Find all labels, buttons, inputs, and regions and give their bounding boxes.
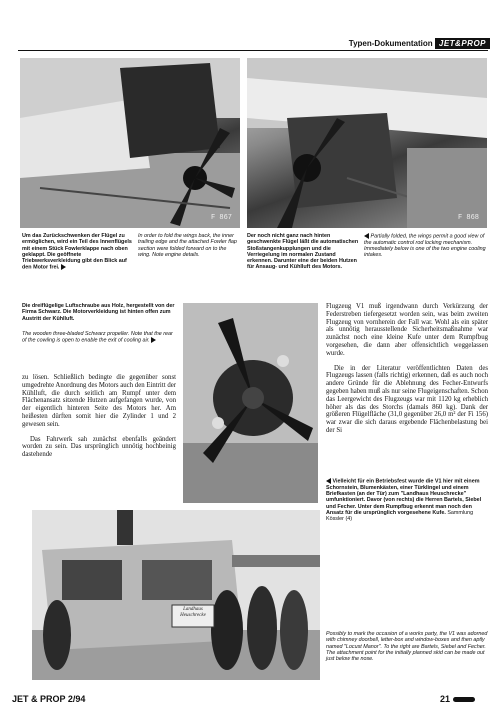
caption-partly-german: Der noch nicht ganz nach hinten geschwenkte Flügel läßt die automatischen Stoßstangenkupplungen und die Verriegelung im normalen Zustand erkennen. Darunter eine der beiden Hutzen für Ansaug- und Kühlluft des Motors.	[247, 233, 359, 271]
caption-prop-english: The wooden three-bladed Schwarz propeller. Note that the rear of the cowling is open to enable the exit of cooling air.	[22, 331, 173, 344]
page-header	[300, 38, 490, 49]
sign-line-1: Landhaus	[183, 607, 203, 612]
caption-fold-german: Um das Zurückschwenken der Flügel zu ermöglichen, wird ein Teil des Innenflügels mit einem Stück Fowlerklappe nach oben geklappt. Die geöffnete Triebwerksverkleidung gibt den Blick auf den Motor frei.	[22, 233, 132, 271]
paragraph: zu lösen. Schließlich bedingte die gegenüber sonst umgedrehte Anordnung des Motors auch den Eintritt der Kühlluft, die durch seitlich am Rumpf unter dem Flächenansatz sitzende Hutzen aufgefangen wurde, von der eigentlich hinteren Seite des Motors her. Am heißesten dürften somit hier die Zylinder 1 und 2 gewesen sein.	[22, 374, 176, 428]
arrow-right-icon	[61, 264, 66, 270]
photo-code-right: F 868	[457, 214, 479, 222]
photo-locust-manor	[32, 510, 320, 680]
photo-code-left: F 867	[210, 214, 232, 222]
caption-fold-english: In order to fold the wings back, the inner trailing edge and the attached Fowler flap section were folded forward on to the wing. Note engine details.	[138, 233, 237, 258]
brand-logo: JET&PROP	[435, 38, 490, 49]
caption-party-english: Possibly to mark the occasion of a works party, the V1 was adorned with chimney doorbell, letter-box and window-boxes and then aptly named "Locust Manor". To the right are Bartels, Siebel and Fecher. The attachment point for the initially planned skid can be made out just below the nose.	[326, 631, 488, 663]
arrow-right-icon	[151, 337, 156, 343]
paragraph: Die in der Literatur veröffentlichten Daten des Flugzeugs lassen (falls richtig) erkennen, daß es auch noch andere Gründe für die Ablehnung des Fecher-Entwurfs gegeben haben muß als nur seine Flugeigenschaften. Schon das Leergewicht des Flugzeugs war mit 1120 kg erheblich höher als das des Storchs (damals 860 kg). Dank der größeren Flügelfläche (31,0 gegenüber 26,0 m² der Fi 156) war zwar die sich daraus ergebende Flächenbelastung bei der Si	[326, 364, 488, 434]
photo-folded-wing-right	[247, 58, 487, 228]
caption-party-german: Vielleicht für ein Betriebsfest wurde die V1 hier mit einem Schornstein, Blumenkästen, einer Türklingel und einem Briefkasten (an der Tür) zum "Landhaus Heuschrecke" umfunktioniert. Davor (von rechts) die Herren Bartels, Siebel und Fecher. Unter dem Rumpfbug erkennt man noch den Ansatz für die ursprünglich vorgesehene Kufe. Sammlung Kössler (4)	[326, 478, 482, 523]
sign-line-2: Heuschrecke	[180, 613, 206, 618]
photo-folded-wing-left	[20, 58, 240, 228]
aircraft-icon	[453, 697, 475, 702]
article-column-right	[326, 303, 488, 442]
house-sign	[174, 607, 212, 619]
paragraph: Flugzeug V1 muß irgendwann durch Verkürzung der Federstreben tiefergesetzt worden sein, was beim zweiten Flugzeug von vornherein der Fall war. Wohl als ein später als unnötig herausstellende Sicherheitsmaßnahme war zunächst noch eine kleine Kufe unter dem Rumpfbug vorgesehen, die dann aber offensichtlich weggelassen wurde.	[326, 303, 488, 357]
paragraph: Das Fahrwerk sah zunächst ebenfalls geändert worden zu sein. Das ursprünglich unnötig hochbeinig dastehende	[22, 435, 176, 459]
header-rule	[18, 50, 488, 51]
article-column-left	[22, 374, 176, 466]
arrow-left-icon	[364, 233, 369, 239]
footer-page-number: 21	[440, 694, 475, 704]
header-section: Typen-Dokumentation	[348, 39, 433, 48]
caption-partly-english: Partially folded, the wings permit a good view of the automatic control rod locking mechanism. Immediately below is one of the two engine cooling intakes.	[364, 233, 486, 259]
caption-prop-german: Die dreiflügelige Luftschraube aus Holz, hergestellt von der Firma Schwarz. Die Motorverkleidung ist hinten offen zum Austritt der Kühlluft.	[22, 303, 175, 322]
footer-magazine: JET & PROP 2/94	[12, 694, 86, 704]
arrow-left-icon	[326, 478, 331, 484]
photo-credit: Sammlung Kössler (4)	[326, 509, 474, 523]
photo-propeller	[183, 303, 318, 503]
